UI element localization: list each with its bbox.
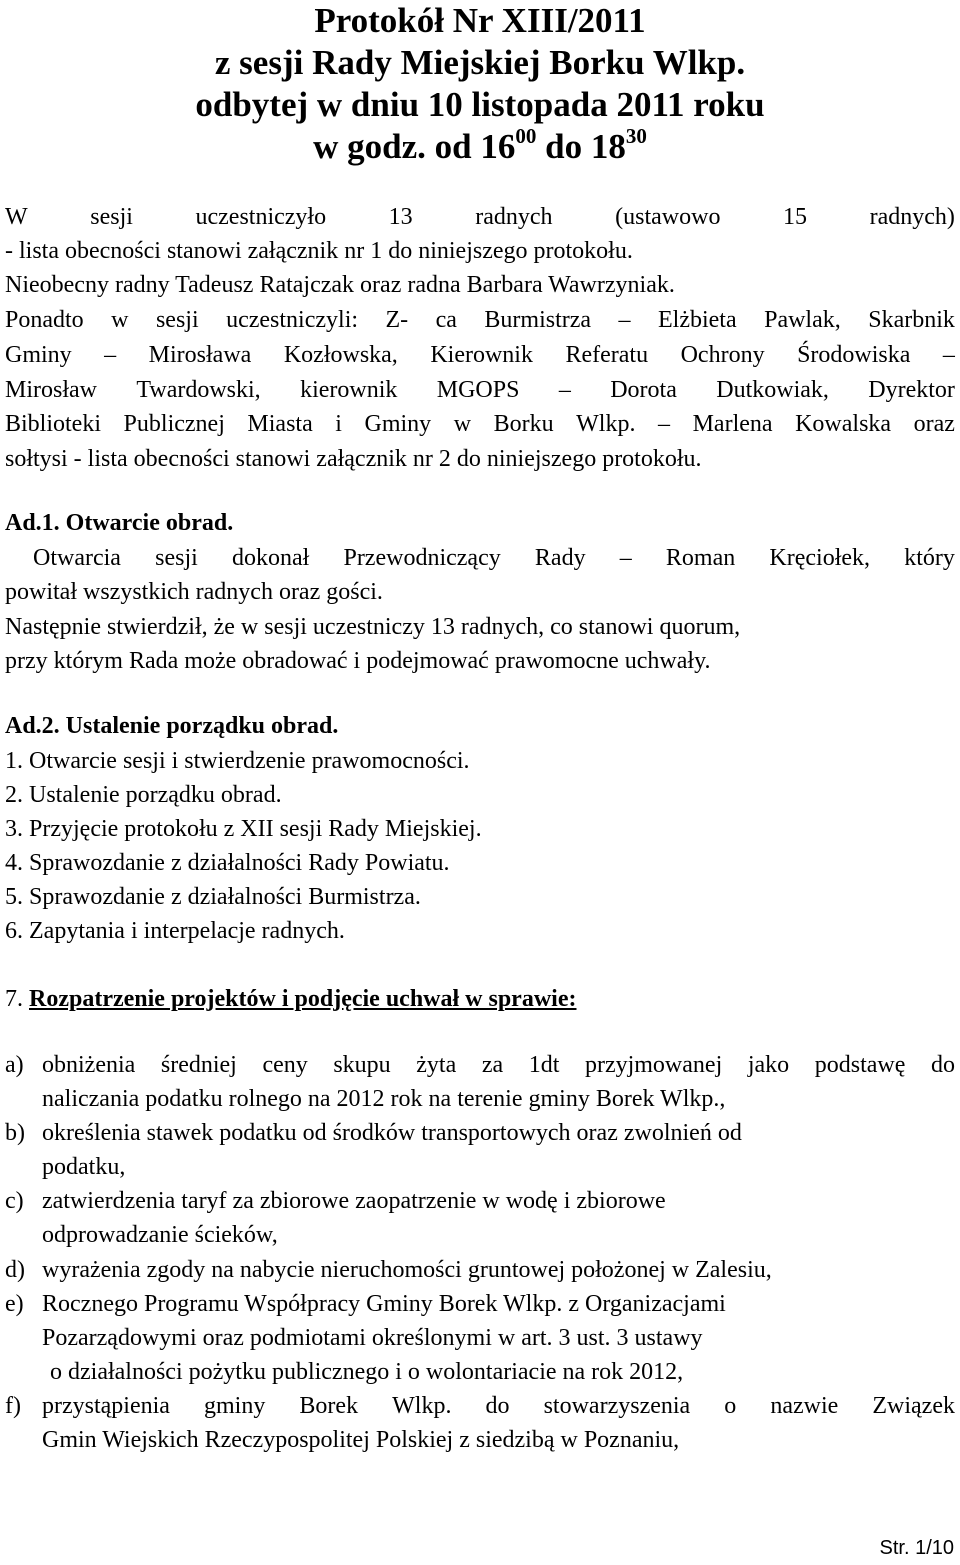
word: MGOPS <box>436 377 520 403</box>
word: podstawę <box>814 1052 906 1078</box>
word: i <box>335 411 342 437</box>
ad1-row-4: przy którym Rada może obradować i podejmować prawomocne uchwały. <box>5 648 711 674</box>
word: obniżenia <box>42 1052 136 1078</box>
word: Kierownik <box>430 342 533 368</box>
word: Wlkp. <box>392 1393 452 1419</box>
word: dokonał <box>231 545 310 571</box>
word: Miasta <box>247 411 313 437</box>
word: radnych <box>475 204 553 230</box>
word: Dorota <box>610 377 677 403</box>
sub-label-f: f) <box>5 1393 21 1419</box>
word: 1dt <box>528 1052 560 1078</box>
word: do <box>485 1393 510 1419</box>
word: sesji <box>155 545 198 571</box>
sub-item-b-row-2: podatku, <box>42 1154 126 1180</box>
word: – <box>558 377 571 403</box>
ad1-row-2: powitał wszystkich radnych oraz gości. <box>5 579 383 605</box>
agenda-item: 5. Sprawozdanie z działalności Burmistrza. <box>5 884 421 910</box>
word: gminy <box>204 1393 266 1419</box>
word: sesji <box>155 307 199 333</box>
word: (ustawowo <box>615 204 721 230</box>
word: jako <box>747 1052 790 1078</box>
word: Gminy <box>5 342 72 368</box>
word: Związek <box>872 1393 955 1419</box>
word: Kowalska <box>795 411 892 437</box>
word: ca <box>435 307 457 333</box>
intro-row-3: Nieobecny radny Tadeusz Ratajczak oraz radna Barbara Wawrzyniak. <box>5 272 675 298</box>
word: stowarzyszenia <box>543 1393 691 1419</box>
word: – <box>618 307 631 333</box>
word: – <box>658 411 671 437</box>
sub-label-a: a) <box>5 1052 24 1078</box>
word: Gminy <box>364 411 432 437</box>
title-line-3: odbytej w dniu 10 listopada 2011 roku <box>195 85 765 124</box>
intro-row-5 <box>5 340 955 370</box>
intro-row-2: - lista obecności stanowi załącznik nr 1 do niniejszego protokołu. <box>5 238 633 264</box>
word: oraz <box>913 411 955 437</box>
time-start-sup: 00 <box>515 124 537 148</box>
sub-item-e-row-2: Pozarządowymi oraz podmiotami określonymi w art. 3 ust. 3 ustawy <box>42 1325 703 1351</box>
word: do <box>930 1052 955 1078</box>
agenda-item: 1. Otwarcie sesji i stwierdzenie prawomocności. <box>5 748 470 774</box>
agenda-item: 2. Ustalenie porządku obrad. <box>5 782 282 808</box>
sub-item-c-row-2: odprowadzanie ścieków, <box>42 1222 278 1248</box>
word: Dutkowiak, <box>716 377 829 403</box>
word: ceny <box>262 1052 308 1078</box>
sub-item-b-row-1: określenia stawek podatku od środków transportowych oraz zwolnień od <box>42 1120 742 1146</box>
sub-label-b: b) <box>5 1120 25 1146</box>
word: Rady <box>534 545 586 571</box>
word: sesji <box>90 204 133 230</box>
word: średniej <box>160 1052 237 1078</box>
word: Publicznej <box>123 411 225 437</box>
word: 13 <box>388 204 413 230</box>
word: Wlkp. <box>576 411 636 437</box>
title-line-2: z sesji Rady Miejskiej Borku Wlkp. <box>214 43 746 82</box>
word: 15 <box>783 204 808 230</box>
word: Przewodniczący <box>343 545 501 571</box>
word: Ochrony <box>680 342 765 368</box>
time-end-sup: 30 <box>625 124 647 148</box>
intro-row-7 <box>5 409 955 439</box>
word: uczestniczyło <box>195 204 327 230</box>
agenda-item-7-text: Rozpatrzenie projektów i podjęcie uchwał w sprawie: <box>29 986 577 1012</box>
word: Borek <box>299 1393 359 1419</box>
sub-item-f-row-2: Gmin Wiejskich Rzeczypospolitej Polskiej z siedzibą w Poznaniu, <box>42 1427 680 1453</box>
time-prefix: w godz. od 16 <box>313 127 516 166</box>
intro-row-4 <box>5 305 955 335</box>
agenda-item-7 <box>5 984 576 1014</box>
word: Marlena <box>692 411 773 437</box>
word: Mirosława <box>148 342 252 368</box>
word: za <box>481 1052 504 1078</box>
word: skupu <box>333 1052 391 1078</box>
word: o <box>724 1393 737 1419</box>
word: – <box>104 342 117 368</box>
word: Dyrektor <box>868 377 955 403</box>
agenda-item: 3. Przyjęcie protokołu z XII sesji Rady Miejskiej. <box>5 816 482 842</box>
agenda-item: 4. Sprawozdanie z działalności Rady Powiatu. <box>5 850 450 876</box>
word: Twardowski, <box>136 377 261 403</box>
word: Elżbieta <box>658 307 737 333</box>
word: radnych) <box>869 204 955 230</box>
sub-label-e: e) <box>5 1291 24 1317</box>
word: – <box>942 342 955 368</box>
sub-item-e-row-1: Rocznego Programu Współpracy Gminy Borek Wlkp. z Organizacjami <box>42 1291 726 1317</box>
agenda-item: 6. Zapytania i interpelacje radnych. <box>5 918 345 944</box>
word: Roman <box>665 545 736 571</box>
sub-item-f-row-1 <box>42 1391 955 1421</box>
word: nazwie <box>770 1393 839 1419</box>
ad1-row-3: Następnie stwierdził, że w sesji uczestniczy 13 radnych, co stanowi quorum, <box>5 614 741 640</box>
sub-label-d: d) <box>5 1257 25 1283</box>
word: Mirosław <box>5 377 97 403</box>
word: przyjmowanej <box>584 1052 723 1078</box>
word: kierownik <box>300 377 398 403</box>
word: w <box>453 411 472 437</box>
word: Otwarcia <box>33 545 121 571</box>
word: przystąpienia <box>42 1393 170 1419</box>
sub-item-a-row-2: naliczania podatku rolnego na 2012 rok na terenie gminy Borek Wlkp., <box>42 1086 726 1112</box>
time-middle: do 18 <box>536 127 626 166</box>
word: Kozłowska, <box>283 342 398 368</box>
word: Środowiska <box>797 342 911 368</box>
word: Ponadto <box>5 307 84 333</box>
ad1-row-1 <box>33 543 955 573</box>
word: Z- <box>385 307 409 333</box>
sub-item-a-row-1 <box>42 1050 955 1080</box>
agenda-item-7-number: 7. <box>5 986 23 1012</box>
intro-row-8: sołtysi - lista obecności stanowi załącznik nr 2 do niniejszego protokołu. <box>5 446 702 472</box>
title-line-4 <box>0 126 960 168</box>
word: Kręciołek, <box>769 545 871 571</box>
word: uczestniczyli: <box>226 307 359 333</box>
intro-row-6 <box>5 375 955 405</box>
word: Referatu <box>565 342 649 368</box>
sub-label-c: c) <box>5 1188 24 1214</box>
word: który <box>904 545 955 571</box>
word: w <box>111 307 129 333</box>
word: – <box>619 545 632 571</box>
page-number: Str. 1/10 <box>879 1537 954 1559</box>
word: Burmistrza <box>484 307 592 333</box>
sub-item-d-row-1: wyrażenia zgody na nabycie nieruchomości gruntowej położonej w Zalesiu, <box>42 1257 772 1283</box>
sub-item-c-row-1: zatwierdzenia taryf za zbiorowe zaopatrzenie w wodę i zbiorowe <box>42 1188 666 1214</box>
word: Pawlak, <box>764 307 841 333</box>
word: żyta <box>416 1052 457 1078</box>
ad1-heading: Ad.1. Otwarcie obrad. <box>5 510 234 536</box>
word: W <box>5 204 28 230</box>
sub-item-e-row-3: o działalności pożytku publicznego i o wolontariacie na rok 2012, <box>50 1359 684 1385</box>
intro-row-1 <box>5 202 955 232</box>
word: Biblioteki <box>5 411 101 437</box>
title-line-1: Protokół Nr XIII/2011 <box>314 1 646 40</box>
word: Borku <box>493 411 554 437</box>
ad2-heading: Ad.2. Ustalenie porządku obrad. <box>5 713 339 739</box>
word: Skarbnik <box>868 307 955 333</box>
